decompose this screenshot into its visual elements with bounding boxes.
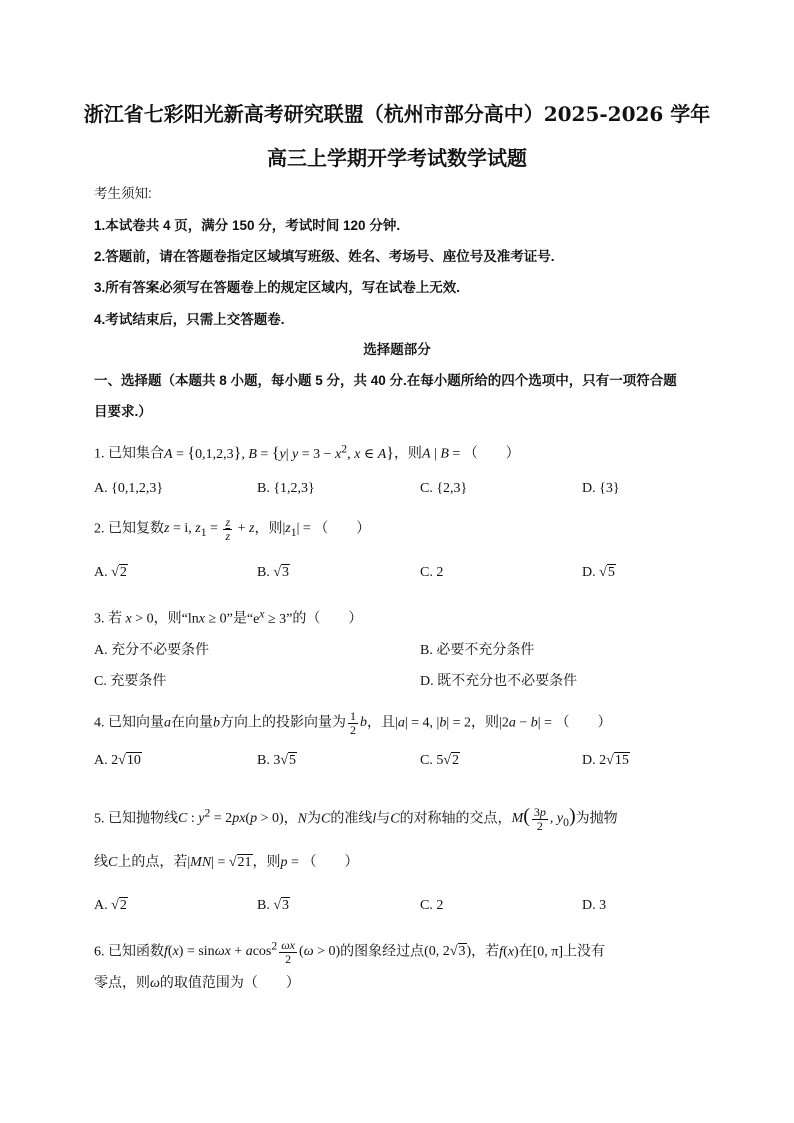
q2-option-b: B. √3 (257, 565, 290, 580)
q6-omega: ω (150, 976, 160, 991)
q6-formula-1: f(x) = sinωx + acos$^2$ $\frac{\omega x}{2}$ (ω > 0) (164, 938, 341, 966)
q6-interval: [0, π] (532, 944, 564, 960)
q5-line2c: ，则 (252, 855, 281, 870)
q5-formula-3: p = (280, 855, 303, 870)
q4-option-b: B. 3√5 (257, 753, 297, 768)
exam-title-line-1: 浙江省七彩阳光新高考研究联盟（杭州市部分高中）2025-2026 学年 (83, 102, 711, 126)
q5-c2: C (390, 811, 400, 827)
q4-option-c: C. 5√2 (420, 753, 460, 768)
q1-formula: A = {0,1,2,3}, B = {y| $y = 3 - x^2$, x ∈ A} (164, 442, 394, 462)
q5-formula-1: C : $y^2 = 2px(p > 0)$ (178, 806, 284, 827)
q5-c: C (320, 811, 331, 827)
q6-point: (0, 2√3) (424, 944, 472, 960)
section-instruction-line-1: 一、选择题（本题共 8 小题，每小题 5 分，共 40 分.在每小题所给的四个选项中，只有一项符合题 (94, 373, 677, 388)
q1-option-c: C. {2,3} (420, 481, 468, 496)
q2-lead: 2. 已知复数 (94, 521, 164, 537)
question-3 (94, 608, 362, 627)
notice-item-2: 2.答题前，请在答题卷指定区域填写班级、姓名、考场号、座位号及准考证号. (94, 249, 555, 264)
q6-mid3: 在 (518, 944, 533, 960)
q4-formula-3: |2a − b| = (499, 715, 556, 731)
q4-vec-a: a (164, 715, 171, 731)
q6-line2b: 的取值范围为（ ） (159, 976, 300, 991)
q5-blank: （ ） (302, 855, 359, 870)
question-5-line-2 (94, 856, 358, 870)
notice-heading: 考生须知: (94, 186, 152, 201)
q5-formula-2: |MN| = √21 (187, 855, 252, 870)
q6-mid1: 的图象经过点 (340, 944, 425, 960)
q3-mid: ，则“ (153, 611, 188, 627)
q5-option-b-label: B. (257, 898, 270, 913)
question-4 (94, 710, 611, 736)
q4-option-c-label: C. (420, 753, 433, 768)
q5-option-a: A. √2 (94, 898, 127, 913)
q2-blank: （ ） (314, 521, 371, 537)
q4-option-d: D. 2√15 (582, 753, 629, 768)
q4-option-b-label: B. (257, 753, 270, 768)
section-title: 选择题部分 (363, 342, 431, 357)
q4-vec-b: b (213, 715, 220, 731)
q5-option-a-label: A. (94, 898, 108, 913)
q5-mid2: 为 (306, 811, 321, 827)
q2-option-a: A. √2 (94, 565, 127, 580)
q1-option-d: D. {3} (582, 481, 620, 496)
section-instruction-line-2: 目要求.） (94, 404, 152, 419)
q4-mid3: ，且 (367, 715, 395, 731)
q2-option-d: D. √5 (582, 565, 615, 580)
q1-option-b: B. {1,2,3} (257, 481, 315, 496)
q5-option-b: B. √3 (257, 898, 290, 913)
q2-tail: ，则 (254, 521, 283, 537)
q3-formula-3: $e^x \ge 3$ (253, 607, 287, 627)
q4-formula-2: |a| = 4, |b| = 2 (395, 715, 472, 731)
q4-formula-1: $\frac{1}{2}$ b (350, 709, 367, 737)
q6-line2: 零点，则 (94, 976, 150, 991)
q3-option-c: C. 充要条件 (94, 674, 167, 689)
q5-mid5: 的对称轴的交点， (399, 811, 512, 827)
q3-option-b: B. 必要不充分条件 (420, 643, 535, 658)
q4-option-a-label: A. (94, 753, 108, 768)
q3-option-a: A. 充分不必要条件 (94, 643, 210, 658)
q3-formula-1: x > 0 (125, 611, 154, 627)
q1-tail: ，则 (393, 446, 422, 462)
question-2 (94, 516, 370, 542)
notice-item-1: 1.本试卷共 4 页，满分 150 分，考试时间 120 分钟. (94, 218, 401, 233)
q2-option-c: C. 2 (420, 565, 444, 580)
q2-formula: z = i, $z_1$ = $\frac{z}{z}$ + z (164, 515, 255, 543)
q6-lead: 6. 已知函数 (94, 944, 164, 960)
q5-lead: 5. 已知抛物线 (94, 811, 178, 827)
q5-option-c: C. 2 (420, 898, 444, 913)
q3-mid2: ”是“ (226, 611, 254, 627)
q2-option-a-label: A. (94, 565, 108, 580)
q5-mid3: 的准线 (330, 811, 373, 827)
q3-option-d: D. 既不充分也不必要条件 (420, 674, 578, 689)
q5-line2b: 上的点，若 (117, 855, 188, 870)
q5-line2a: 线 (94, 855, 108, 870)
q6-fx: f(x) (499, 944, 519, 960)
q4-option-d-label: D. (582, 753, 596, 768)
q5-n: N (297, 811, 307, 827)
q5-c3: C (108, 855, 118, 870)
q4-lead: 4. 已知向量 (94, 715, 164, 731)
q5-l: l (372, 811, 377, 827)
question-1 (94, 443, 520, 462)
q6-mid2: ，若 (471, 944, 500, 960)
q1-option-a: A. {0,1,2,3} (94, 481, 164, 496)
question-6 (94, 939, 605, 965)
q6-tail: 上没有 (563, 944, 606, 960)
q5-mid4: 与 (376, 811, 391, 827)
q2-formula-2: $|z_1|$ = (282, 521, 315, 540)
q4-option-a: A. 2√10 (94, 753, 141, 768)
q5-mid1: ， (283, 811, 298, 827)
q5-point-m: M( $\frac{3p}{2}$ , $y_0$) (511, 805, 576, 833)
q2-option-b-label: B. (257, 565, 270, 580)
q1-formula-2: A | B = (421, 446, 464, 462)
q2-option-d-label: D. (582, 565, 596, 580)
q4-mid2: 方向上的投影向量为 (220, 715, 346, 731)
question-6-line-2 (94, 977, 300, 991)
q1-blank: （ ） (463, 446, 520, 462)
q5-option-d: D. 3 (582, 898, 607, 913)
q5-tail: 为抛物 (575, 811, 618, 827)
q4-mid1: 在向量 (171, 715, 213, 731)
q4-blank: （ ） (555, 715, 612, 731)
q4-tail: ，则 (471, 715, 500, 731)
q3-lead: 3. 若 (94, 611, 122, 627)
exam-title-line-2: 高三上学期开学考试数学试题 (267, 146, 527, 170)
q3-formula-2: lnx ≥ 0 (187, 611, 227, 627)
question-5 (94, 806, 618, 832)
notice-item-4: 4.考试结束后，只需上交答题卷. (94, 312, 285, 327)
q1-lead: 1. 已知集合 (94, 446, 164, 462)
notice-item-3: 3.所有答案必须写在答题卷上的规定区域内，写在试卷上无效. (94, 280, 461, 295)
q3-tail: ”的（ ） (286, 611, 363, 627)
